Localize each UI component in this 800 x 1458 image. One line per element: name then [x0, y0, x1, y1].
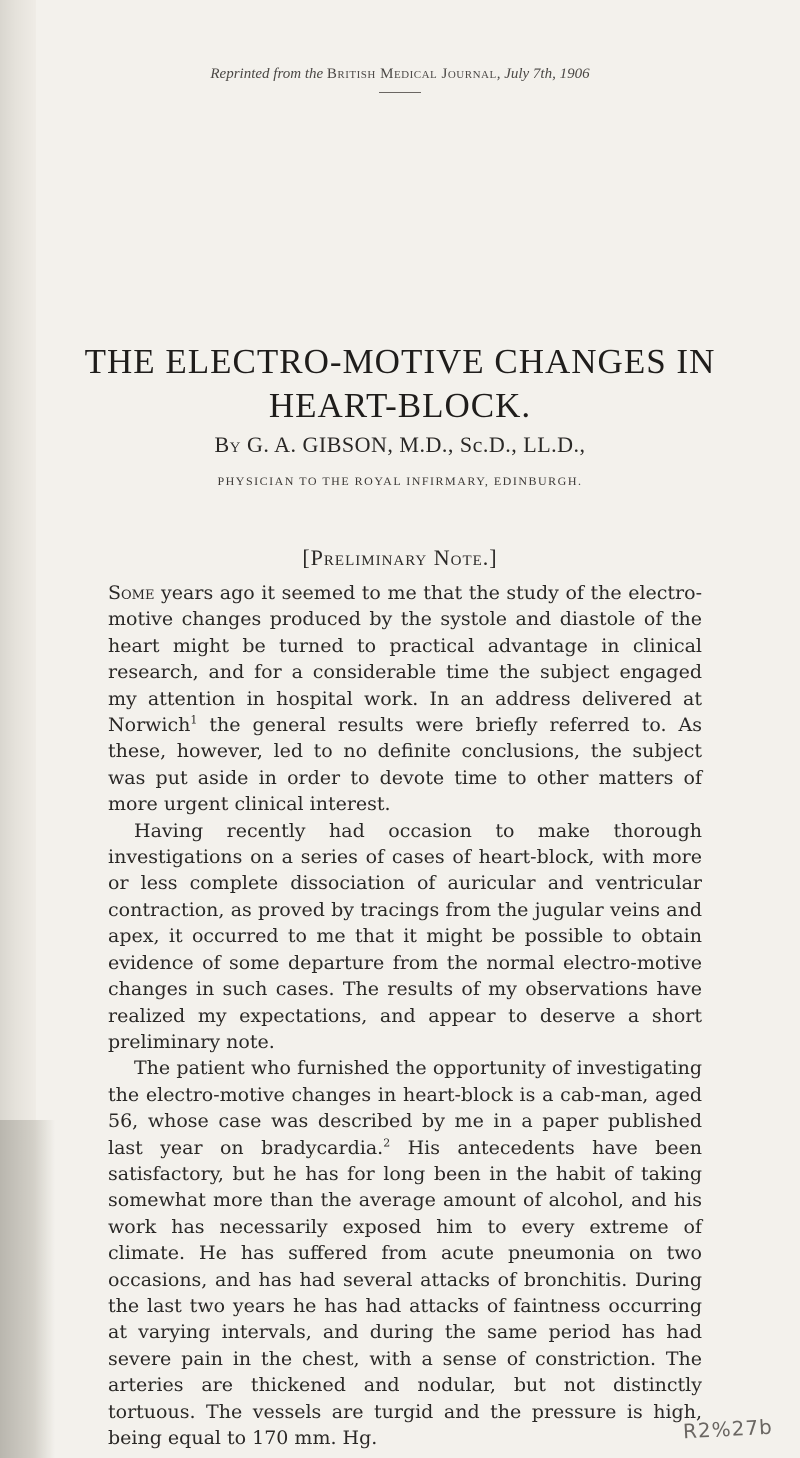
footnote-ref-2: 2	[383, 1136, 391, 1150]
paragraph-1-text-b: the general results were briefly referred to. As these, however, led to no definite conclusions, the subject was put aside in order to devote time to other matters of more urgent clinical interest.	[108, 714, 702, 816]
paragraph-1	[108, 580, 702, 818]
title-line-2: HEART-BLOCK.	[268, 386, 532, 425]
title-line-1: THE ELECTRO-MOTIVE CHANGES IN	[84, 342, 716, 381]
paragraph-1-text-a: years ago it seemed to me that the study of the electro-motive changes produced by the systole and diastole of the heart might be turned to practical advantage in clinical research, and for a considerable time the subject engaged my attention in hospital work. In an address delivered at Norwich	[108, 582, 702, 737]
page-corner-shadow	[0, 1120, 55, 1458]
paragraph-2: Having recently had occasion to make thorough investigations on a series of cases of heart-block, with more or less complete dissociation of auricular and ventricular contraction, as proved by tracings from the jugular veins and apex, it occurred to me that it might be possible to obtain evidence of some departure from the normal electro-motive changes in such cases. The results of my observations have realized my expectations, and appear to deserve a short preliminary note.	[108, 819, 702, 1053]
reprint-date: , July 7th, 1906	[496, 66, 590, 82]
paragraph-3	[108, 1055, 702, 1451]
article-body	[108, 580, 702, 1451]
article-title	[50, 340, 750, 428]
catalog-mark: R2%27b	[682, 1414, 774, 1444]
paragraph-3-text-b: His antecedents have been satisfactory, but he has for long been in the habit of taking somewhat more than the average amount of alcohol, and his work has necessarily exposed him to every extreme of climate. He has suffered from acute pneumonia on two occasions, and has had several attacks of bronchitis. During the last two years he has had attacks of faintness occurring at varying intervals, and during the same period has had severe pain in the chest, with a sense of constriction. The arteries are thickened and nodular, but not distinctly tortuous. The vessels are turgid and the pressure is high, being equal to 170 mm. Hg.	[108, 1136, 703, 1449]
section-heading: [Preliminary Note.]	[302, 545, 498, 570]
footnote-ref-1: 1	[190, 713, 198, 727]
author-line	[0, 432, 800, 458]
paragraph-3-text-a: The patient who furnished the opportunity of investigating the electro-motive changes in heart-block is a cab-man, aged 56, whose case was described by me in a paper published last year on bradycardia.	[108, 1057, 702, 1159]
paragraph-lead-word: Some	[108, 582, 155, 604]
header-rule	[379, 92, 421, 93]
journal-name: British Medical Journal	[326, 66, 497, 82]
author-by: By	[214, 432, 241, 457]
author-name: G. A. GIBSON, M.D., Sc.D., LL.D.,	[240, 432, 586, 457]
author-affiliation: PHYSICIAN TO THE ROYAL INFIRMARY, EDINBURGH.	[217, 474, 583, 488]
reprint-header	[0, 66, 800, 83]
reprint-prefix: Reprinted from the	[210, 66, 327, 82]
